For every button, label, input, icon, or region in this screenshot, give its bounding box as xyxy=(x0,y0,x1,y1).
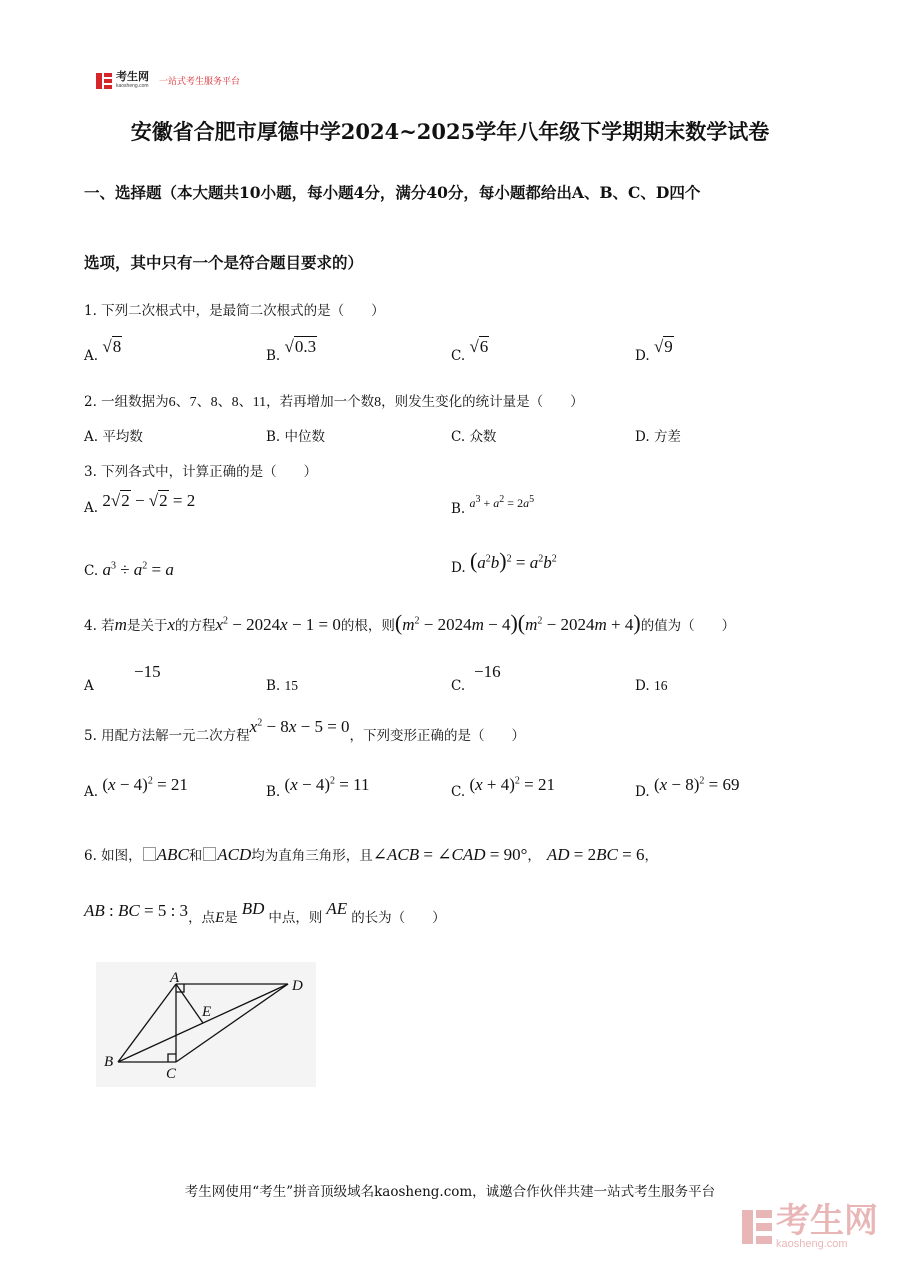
q5-stem: 5. 用配方法解一元二次方程$x^2 - 8x - 5 = 0$，下列变形正确的是（ ） xyxy=(84,717,526,744)
watermark xyxy=(742,1204,878,1250)
q6-stem-line2: AB : BC = 5 : 3，点E是 BD 中点，则 AE 的长为（ ） xyxy=(84,899,446,926)
watermark-domain: kaosheng.com xyxy=(776,1238,848,1250)
q2-option-b: B. 中位数 xyxy=(266,429,326,445)
section-heading-line2: 选项，其中只有一个是符合题目要求的） xyxy=(84,253,364,272)
q2-option-a: A. 平均数 xyxy=(84,429,143,445)
q4-option-d: D. 16 xyxy=(635,678,668,694)
q5-option-a: A. $(x - 4)^2 = 21$ xyxy=(84,775,188,800)
q5-option-b: B. $(x - 4)^2 = 11$ xyxy=(266,775,370,800)
q5-option-d: D. $(x - 8)^2 = 69$ xyxy=(635,775,740,800)
header-logo xyxy=(96,72,240,89)
q3-option-b: B. $a^3 + a^2 = 2a^5$ xyxy=(451,494,535,517)
logo-icon xyxy=(96,73,112,89)
q3-option-d: D. $(a^2b)^2 = a^2b^2$ xyxy=(451,548,557,576)
q1-option-c: C. √6 xyxy=(451,337,489,364)
page-footer: 考生网使用“考生”拼音顶级域名kaosheng.com，诚邀合作伙伴共建一站式考生服务平台 xyxy=(184,1184,716,1200)
q4-option-c: C. −16 xyxy=(451,662,501,694)
label-d: D xyxy=(292,978,303,994)
q1-option-a: A. √8 xyxy=(84,337,122,364)
q4-stem: 4. 若m是关于x的方程$x^2 - 2024x - 1 = 0$的根，则$(m^2 - 2024m - 4)(m^2 - 2024m + 4)$的值为（ ） xyxy=(84,610,736,635)
q6-figure xyxy=(96,962,316,1087)
logo-name: 考生网 xyxy=(116,71,149,83)
q4-option-a: A −15 xyxy=(84,662,161,694)
q1-stem: 1. 下列二次根式中，是最简二次根式的是（ ） xyxy=(84,303,385,319)
watermark-logo-icon xyxy=(742,1210,772,1244)
label-e: E xyxy=(202,1004,212,1020)
q6-stem-line1: 6. 如图， ABC和 ACD均为直角三角形，且∠ACB = ∠CAD = 90°， AD = 2BC = 6， xyxy=(84,845,658,864)
q3-stem: 3. 下列各式中，计算正确的是（ ） xyxy=(84,464,318,480)
figure-background xyxy=(96,962,316,1087)
q1-option-d: D. √9 xyxy=(635,337,673,364)
section-heading-line1: 一、选择题（本大题共10小题，每小题4分，满分40分，每小题都给出A、B、C、D四个 xyxy=(84,183,701,202)
q5-option-c: C. $(x + 4)^2 = 21$ xyxy=(451,775,555,800)
q2-option-c: C. 众数 xyxy=(451,429,497,445)
label-b: B xyxy=(104,1054,114,1070)
logo-domain: kaosheng.com xyxy=(116,83,149,89)
q4-option-b: B. 15 xyxy=(266,678,299,694)
q2-stem: 2. 一组数据为6、7、8、8、11，若再增加一个数8，则发生变化的统计量是（ ） xyxy=(84,394,584,410)
q2-option-d: D. 方差 xyxy=(635,429,681,445)
watermark-name: 考生网 xyxy=(776,1202,878,1240)
label-c: C xyxy=(166,1066,177,1082)
page-title: 安徽省合肥市厚德中学2024~2025学年八年级下学期期末数学试卷 xyxy=(130,119,770,144)
q3-option-c: C. $a^3 \div a^2 = a$ xyxy=(84,560,174,579)
label-a: A xyxy=(170,970,180,986)
q3-option-a: A. 2√2 − √2 = 2 xyxy=(84,491,196,516)
logo-slogan: 一站式考生服务平台 xyxy=(159,76,241,86)
q1-option-b: B. √0.3 xyxy=(266,337,317,364)
